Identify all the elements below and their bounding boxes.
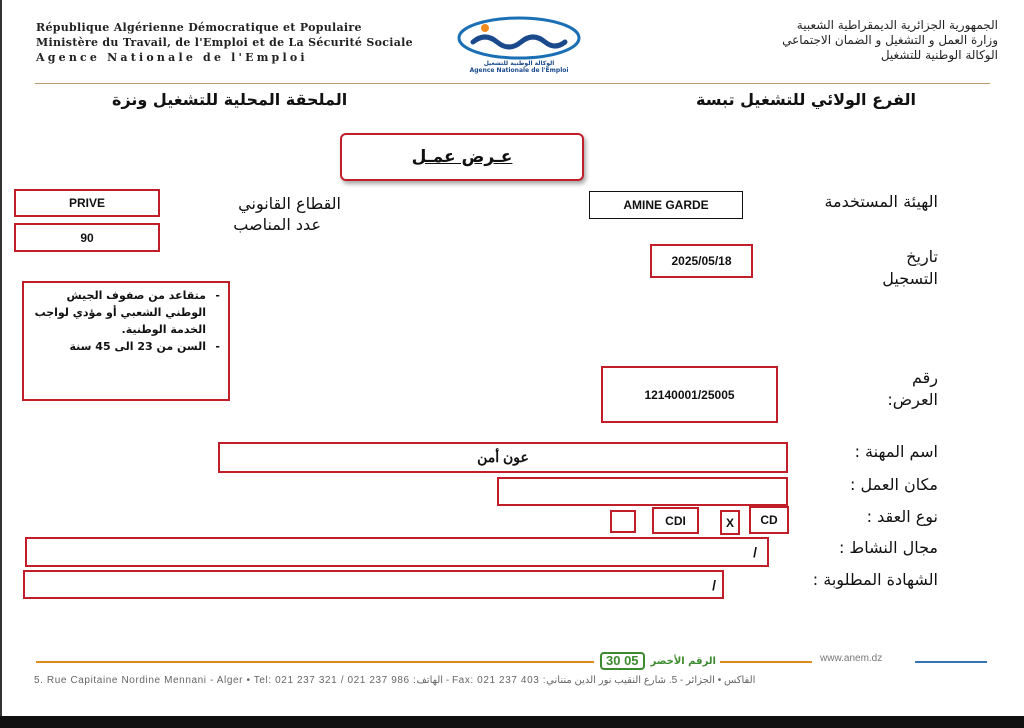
contract-cd-label: CD	[749, 506, 789, 534]
header-french	[36, 20, 413, 65]
website-link[interactable]: www.anem.dz	[820, 653, 883, 664]
reg-date-label-1: تاريخ	[906, 247, 938, 266]
footer-line-blue	[915, 661, 987, 663]
requirements-box	[22, 281, 230, 401]
header-fr-ministry: Ministère du Travail, de l'Emploi et de La Sécurité Sociale	[36, 36, 413, 49]
branch-wilaya: الفرع الولائي للتشغيل تبسة	[696, 90, 916, 109]
diploma-label: الشهادة المطلوبة :	[812, 570, 938, 589]
footer-address: 5. Rue Capitaine Nordine Mennani - Alger • Tel: 021 237 321 / 021 237 986 :الهاتف - Fax: 021 237 403 :الفاكس • الجزائر - 5. شارع النقيب نور الدين منناني	[34, 675, 756, 686]
offer-no-label-1: رقم	[911, 368, 938, 387]
requirement-item: - متقاعد من صفوف الجيش الوطني الشعبي أو مؤدي لواجب الخدمة الوطنية.	[28, 287, 206, 338]
employer-label: الهيئة المستخدمة	[824, 192, 938, 211]
profession-label: اسم المهنة :	[854, 442, 938, 461]
contract-cdi-label: CDI	[652, 507, 699, 534]
page-edge	[0, 0, 2, 716]
logo-caption-ar: الوكالة الوطنية للتشغيل	[483, 60, 555, 67]
reg-date-value: 2025/05/18	[650, 244, 753, 278]
header-divider	[35, 83, 990, 84]
offer-no-value: 12140001/25005	[601, 366, 778, 423]
profession-value: عون أمن	[218, 442, 788, 473]
document-title-text: عـرض عمـل	[411, 147, 513, 167]
footer-line-orange	[36, 661, 594, 663]
diploma-value: /	[23, 570, 724, 599]
contract-cd-checkbox: X	[720, 510, 740, 535]
header-fr-republic: République Algérienne Démocratique et Populaire	[36, 21, 362, 34]
activity-value: /	[25, 537, 769, 567]
header-fr-agency: Agence Nationale de l'Emploi	[36, 51, 308, 64]
branch-local: الملحقة المحلية للتشغيل ونزة	[112, 90, 348, 109]
green-number-label: الرقم الأخضر	[650, 655, 716, 667]
footer-line-orange-2	[720, 661, 812, 663]
document-title	[340, 133, 584, 181]
contract-cdi-checkbox	[610, 510, 636, 533]
positions-value: 90	[14, 223, 160, 252]
contract-label: نوع العقد :	[866, 507, 938, 526]
header-ar-ministry: وزارة العمل و التشغيل و الضمان الاجتماعي	[782, 33, 998, 47]
green-number-value: 30 05	[600, 652, 645, 670]
employer-value: AMINE GARDE	[589, 191, 743, 219]
header-arabic	[782, 18, 998, 63]
header-ar-agency: الوكالة الوطنية للتشغيل	[880, 48, 998, 62]
offer-no-label-2: العرض:	[887, 390, 938, 409]
sector-label: القطاع القانوني	[238, 194, 341, 213]
bottom-bar	[0, 716, 1024, 728]
logo-caption	[450, 60, 588, 74]
reg-date-label-2: التسجيل	[882, 269, 938, 288]
sector-value: PRIVE	[14, 189, 160, 217]
requirement-item: - السن من 23 الى 45 سنة	[28, 338, 206, 355]
green-number	[600, 653, 716, 669]
activity-label: مجال النشاط :	[838, 538, 938, 557]
positions-label: عدد المناصب	[233, 215, 321, 234]
workplace-label: مكان العمل :	[850, 475, 938, 494]
workplace-value	[497, 477, 788, 506]
header-ar-republic: الجمهورية الجزائرية الديمقراطية الشعبية	[796, 18, 998, 32]
logo-caption-fr: Agence Nationale de l'Emploi	[469, 67, 569, 74]
